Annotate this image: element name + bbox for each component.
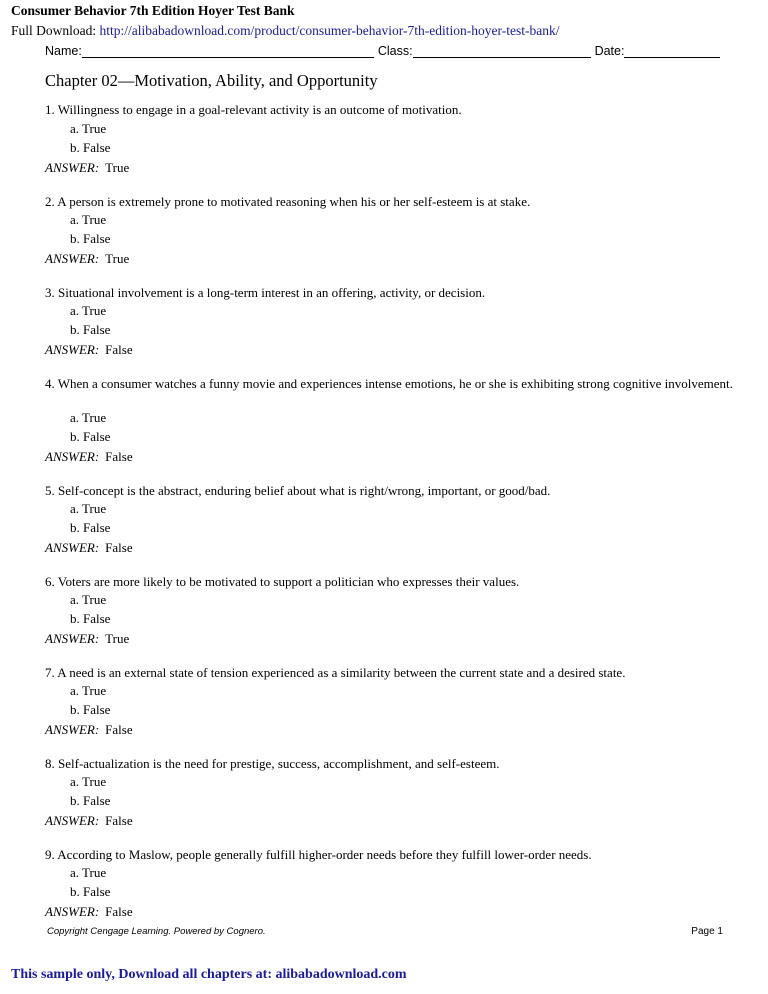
answer-line <box>45 540 133 556</box>
question-text: 6. Voters are more likely to be motivated to support a politician who expresses their values. <box>45 574 520 589</box>
answer-value: False <box>105 342 133 357</box>
option-b: b. False <box>70 702 111 717</box>
document-title: Consumer Behavior 7th Edition Hoyer Test Bank <box>11 3 295 18</box>
full-download-line <box>11 23 559 39</box>
answer-value: True <box>105 160 130 175</box>
date-label: Date: <box>594 44 625 58</box>
download-label: Full Download: <box>11 23 97 38</box>
question-text: 8. Self-actualization is the need for prestige, success, accomplishment, and self-esteem. <box>45 756 500 771</box>
answer-label: ANSWER: <box>45 904 100 919</box>
option-a: a. True <box>70 121 107 136</box>
answer-label: ANSWER: <box>45 722 100 737</box>
page-number: Page 1 <box>691 926 723 937</box>
answer-label: ANSWER: <box>45 342 100 357</box>
answer-value: False <box>105 449 133 464</box>
answer-line <box>45 160 129 176</box>
class-field[interactable] <box>413 45 591 58</box>
answer-value: False <box>105 722 133 737</box>
download-promo[interactable]: This sample only, Download all chapters at: alibabadownload.com <box>11 967 407 982</box>
option-b: b. False <box>70 793 111 808</box>
question-text: 2. A person is extremely prone to motivated reasoning when his or her self-esteem is at stake. <box>45 194 531 209</box>
option-a: a. True <box>70 410 107 425</box>
option-b: b. False <box>70 520 111 535</box>
option-b: b. False <box>70 429 111 444</box>
answer-line <box>45 813 133 829</box>
answer-line <box>45 251 129 267</box>
option-b: b. False <box>70 322 111 337</box>
class-label: Class: <box>377 44 413 58</box>
question-text: 3. Situational involvement is a long-term interest in an offering, activity, or decision. <box>45 285 486 300</box>
answer-label: ANSWER: <box>45 813 100 828</box>
answer-line <box>45 342 133 358</box>
option-b: b. False <box>70 611 111 626</box>
answer-value: False <box>105 813 133 828</box>
answer-line <box>45 631 129 647</box>
name-label: Name: <box>45 44 82 58</box>
answer-line <box>45 722 133 738</box>
option-b: b. False <box>70 884 111 899</box>
answer-line <box>45 904 133 920</box>
answer-label: ANSWER: <box>45 540 100 555</box>
name-field[interactable] <box>82 45 374 58</box>
option-a: a. True <box>70 865 107 880</box>
option-b: b. False <box>70 231 111 246</box>
question-text: 5. Self-concept is the abstract, enduring belief about what is right/wrong, important, or good/bad. <box>45 483 551 498</box>
option-a: a. True <box>70 592 107 607</box>
date-field[interactable] <box>624 45 720 58</box>
option-b: b. False <box>70 140 111 155</box>
answer-line <box>45 449 133 465</box>
option-a: a. True <box>70 501 107 516</box>
question-text: 4. When a consumer watches a funny movie and experiences intense emotions, he or she is exhibiting strong cognitive involvement. <box>45 376 733 391</box>
download-link[interactable]: http://alibabadownload.com/product/consumer-behavior-7th-edition-hoyer-test-bank/ <box>99 23 560 38</box>
answer-label: ANSWER: <box>45 449 100 464</box>
copyright-footer: Copyright Cengage Learning. Powered by Cognero. <box>47 926 266 937</box>
option-a: a. True <box>70 683 107 698</box>
question-text: 7. A need is an external state of tension experienced as a similarity between the current state and a desired state. <box>45 665 626 680</box>
chapter-title: Chapter 02—Motivation, Ability, and Opportunity <box>45 71 378 90</box>
answer-value: False <box>105 540 133 555</box>
question-text: 1. Willingness to engage in a goal-relevant activity is an outcome of motivation. <box>45 102 462 117</box>
student-info-form <box>45 44 725 58</box>
option-a: a. True <box>70 303 107 318</box>
answer-label: ANSWER: <box>45 631 100 646</box>
answer-label: ANSWER: <box>45 251 100 266</box>
question-text: 9. According to Maslow, people generally fulfill higher-order needs before they fulfill lower-order needs. <box>45 847 592 862</box>
answer-value: True <box>105 251 130 266</box>
option-a: a. True <box>70 212 107 227</box>
option-a: a. True <box>70 774 107 789</box>
answer-value: True <box>105 631 130 646</box>
answer-label: ANSWER: <box>45 160 100 175</box>
answer-value: False <box>105 904 133 919</box>
